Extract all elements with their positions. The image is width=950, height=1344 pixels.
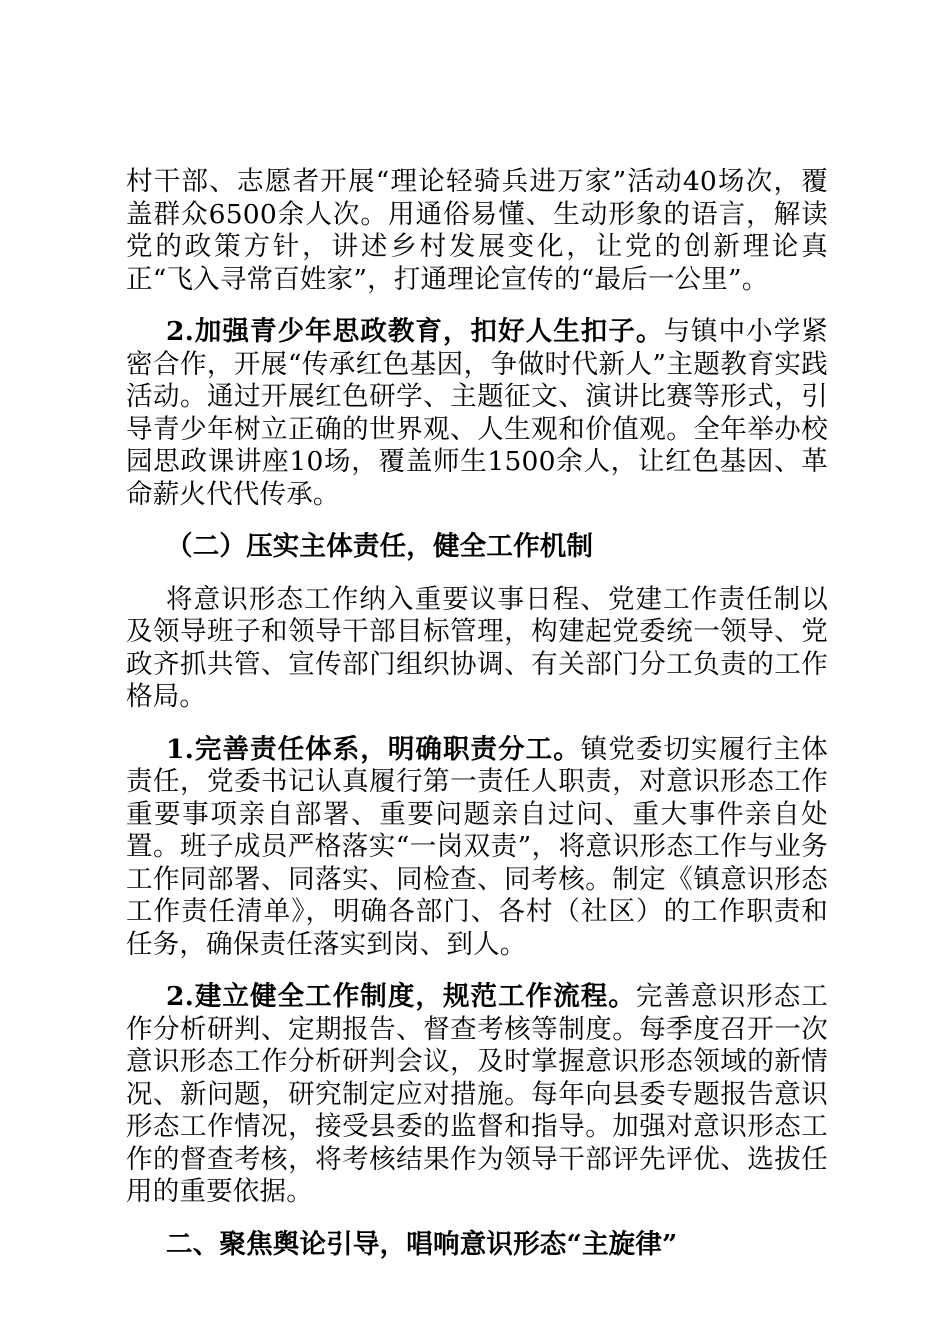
paragraph-text: 与镇中小学紧密合作，开展“传承红色基因，争做时代新人”主题教育实践活动。通过开展红色研学、主题征文、演讲比赛等形式，引导青少年树立正确的世界观、人生观和价值观。全年举办校园思政课讲座10场，覆盖师生1500余人，让红色基因、革命薪火代代传承。: [126, 316, 828, 510]
paragraph-text: 村干部、志愿者开展“理论轻骑兵进万家”活动40场次，覆盖群众6500余人次。用通俗易懂、生动形象的语言，解读党的政策方针，讲述乡村发展变化，让党的创新理论真正“飞入寻常百姓家”，打通理论宣传的“最后一公里”。: [126, 166, 828, 295]
paragraph-responsibility: [126, 734, 828, 962]
paragraph-youth-education: [126, 316, 828, 511]
section-heading: [126, 1229, 828, 1262]
paragraph-lead: 2.加强青少年思政教育，扣好人生扣子。: [166, 316, 664, 347]
paragraph-text: 将意识形态工作纳入重要议事日程、党建工作责任制以及领导班子和领导干部目标管理，构建起党委统一领导、党政齐抓共管、宣传部门组织协调、有关部门分工负责的工作格局。: [126, 583, 828, 712]
paragraph-lead: 1.完善责任体系，明确职责分工。: [166, 733, 581, 765]
section-subheading: [126, 531, 828, 564]
subheading-text: （二）压实主体责任，健全工作机制: [166, 531, 594, 562]
paragraph-system: [126, 981, 828, 1209]
paragraph-continuation: [126, 166, 828, 296]
paragraph-text: 完善意识形态工作分析研判、定期报告、督查考核等制度。每季度召开一次意识形态工作分析研判会议，及时掌握意识形态领域的新情况、新问题，研究制定应对措施。每年向县委专题报告意识形态工作情况，接受县委的监督和指导。加强对意识形态工作的督查考核，将考核结果作为领导干部评先评优、选拔任用的重要依据。: [126, 981, 828, 1207]
document-page: [126, 166, 828, 1261]
paragraph-text: 镇党委切实履行主体责任，党委书记认真履行第一责任人职责，对意识形态工作重要事项亲自部署、重要问题亲自过问、重大事件亲自处置。班子成员严格落实“一岗双责”，将意识形态工作与业务工作同部署、同落实、同检查、同考核。制定《镇意识形态工作责任清单》，明确各部门、各村（社区）的工作职责和任务，确保责任落实到岗、到人。: [126, 733, 828, 960]
paragraph-intro: [126, 584, 828, 714]
heading-text: 二、聚焦舆论引导，唱响意识形态“主旋律”: [166, 1228, 678, 1260]
paragraph-lead: 2.建立健全工作制度，规范工作流程。: [166, 981, 636, 1012]
